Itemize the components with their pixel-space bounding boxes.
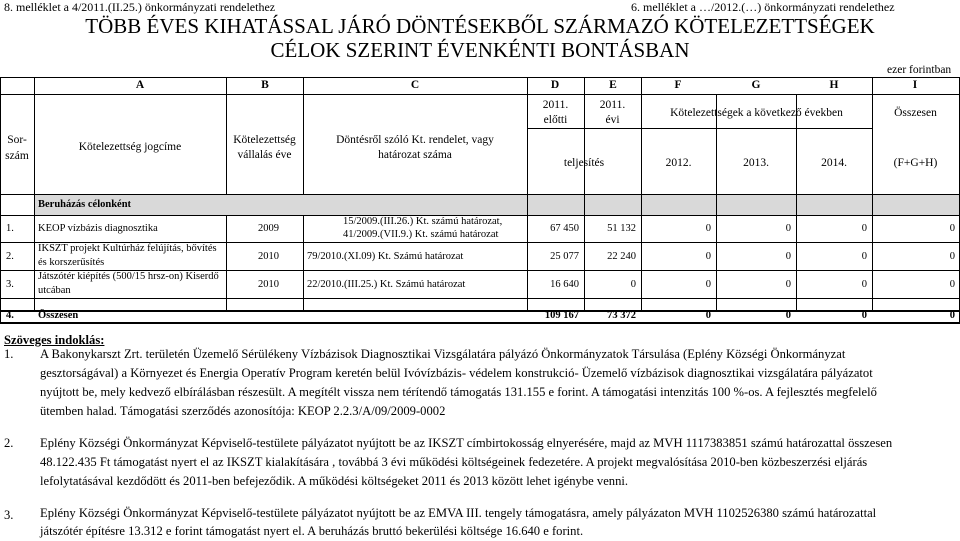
section-label: Beruházás célonként (38, 199, 132, 210)
total-g: 0 (785, 310, 791, 321)
col-letter-d: D (550, 79, 560, 91)
note-line: nyújtott be, mely kedvező elbírálásban részesült. A megítélt vissza nem térítendő támogatás 131.155 e forint. A támogatási intenzitás 100 %-os. A fejlesztés megfelelő (40, 385, 877, 399)
header-vallalas-line2: vállalás éve (237, 149, 292, 161)
unit-label: ezer forintban (887, 64, 952, 76)
cell-e: 22 240 (607, 251, 636, 262)
cell-g: 0 (785, 251, 791, 262)
total-h: 0 (861, 310, 867, 321)
row-name: KEOP vízbázis diagnosztika (38, 223, 158, 234)
total-f: 0 (705, 310, 711, 321)
letters-row-border (0, 94, 960, 95)
cell-g: 0 (785, 279, 791, 290)
note-line: gesztorságával) a Környezet és Energia Operatív Program keretén belül Ivóvízbázis- védelem konstrukció- Üzemelő vízbázisok diagnosztikai vizsgálatára pályázatot (40, 366, 873, 380)
col-letter-c: C (410, 79, 420, 91)
row-decision: 41/2009.(VII.9.) Kt. számú határozat (343, 229, 499, 240)
col-border (34, 77, 35, 310)
col-letter-f: F (674, 79, 682, 91)
col-border (226, 215, 227, 310)
row3-border (0, 298, 960, 299)
col-letter-e: E (609, 79, 617, 91)
header-sorszam-line2: szám (5, 150, 29, 162)
cell-f: 0 (705, 251, 711, 262)
col-letter-a: A (135, 79, 145, 91)
cell-g: 0 (785, 223, 791, 234)
note-number: 1. (4, 347, 14, 361)
cell-d: 67 450 (550, 223, 579, 234)
header-year-2012: 2012. (665, 157, 692, 169)
header-year-2013: 2013. (743, 157, 769, 169)
years-sub-border (527, 128, 872, 129)
note-line: ütemben halad. Támogatási szerződés azonosítója: KEOP 2.2.3/A/09/2009-0002 (40, 404, 446, 418)
row-year: 2010 (258, 251, 279, 262)
section-band (34, 195, 959, 215)
total-i: 0 (949, 310, 955, 321)
row-number: 3. (6, 279, 14, 290)
cell-f: 0 (705, 279, 711, 290)
cell-h: 0 (861, 223, 867, 234)
row-decision: 22/2010.(III.25.) Kt. Számú határozat (307, 279, 466, 290)
col-letter-i: I (912, 79, 918, 91)
col-border (584, 77, 585, 310)
cell-d: 16 640 (550, 279, 579, 290)
cell-i: 0 (949, 251, 955, 262)
header-sorszam-line1: Sor- (7, 134, 27, 146)
header-2011-elotti-line2: előtti (543, 114, 568, 126)
cell-d: 25 077 (550, 251, 579, 262)
header-osszesen: Összesen (894, 107, 937, 119)
header-year-2014: 2014. (821, 157, 847, 169)
row-name: és korszerűsítés (38, 257, 105, 268)
page-subtitle: CÉLOK SZERINT ÉVENKÉNTI BONTÁSBAN (270, 38, 690, 62)
note-line: 48.122.435 Ft támogatást nyert el az IKSZT kialakítására , továbbá 3 évi működési költségeinek fedezetére. A projekt megvalósítása 2010-ben közbeszerzési eljárás (40, 455, 868, 469)
notes-heading: Szöveges indoklás: (4, 333, 105, 347)
cell-h: 0 (861, 251, 867, 262)
row-number: 2. (6, 251, 14, 262)
header-teljesites: teljesítés (563, 157, 605, 169)
header-jogcim: Kötelezettség jogcíme (78, 141, 182, 153)
cell-i: 0 (949, 279, 955, 290)
cell-h: 0 (861, 279, 867, 290)
header-osszesen-formula: (F+G+H) (893, 157, 938, 169)
total-e: 73 372 (607, 310, 636, 321)
note-line: lefolytatásával kezdődött és 2011-ben befejeződik. A működési költségeket 2011 és 2013 között lehet igénybe venni. (40, 474, 629, 488)
row-name: utcában (38, 285, 71, 296)
header-vallalas-line1: Kötelezettség (233, 134, 296, 146)
annex-reference-right: 6. melléklet a …/2012.(…) önkormányzati rendelethez (631, 0, 895, 14)
col-letter-b: B (261, 79, 269, 91)
table-bottom-border (0, 322, 960, 324)
col-border (527, 77, 528, 310)
header-dontes-line1: Döntésről szóló Kt. rendelet, vagy (336, 134, 494, 146)
cell-e: 0 (630, 279, 636, 290)
row-decision: 79/2010.(XI.09) Kt. Számú határozat (307, 251, 464, 262)
page-title: TÖBB ÉVES KIHATÁSSAL JÁRÓ DÖNTÉSEKBŐL SZÁRMAZÓ KÖTELEZETTSÉGEK (85, 14, 875, 38)
note-number: 2. (4, 436, 14, 450)
col-letter-h: H (829, 79, 839, 91)
cell-e: 51 132 (607, 223, 636, 234)
total-label: Összesen (38, 310, 79, 321)
cell-f: 0 (705, 223, 711, 234)
col-border (0, 77, 1, 322)
note-line: A Bakonykarszt Zrt. területén Üzemelő Sérülékeny Vízbázisok Diagnosztikai Vizsgálatára pályázó Önkormányzatok Társulása (Eplény Községi Önkormányzat (40, 347, 846, 361)
row-name: Játszótér kiépítés (500/15 hrsz-on) Kiserdő (38, 271, 219, 282)
header-dontes-line2: határozat száma (378, 149, 452, 161)
col-border (716, 94, 717, 310)
row-number: 1. (6, 223, 14, 234)
row-year: 2009 (258, 223, 279, 234)
row-year: 2010 (258, 279, 279, 290)
col-border (796, 94, 797, 310)
col-border (303, 215, 304, 310)
cell-i: 0 (949, 223, 955, 234)
total-d: 109 167 (544, 310, 579, 321)
header-2011-evi-line1: 2011. (599, 99, 626, 111)
row-decision: 15/2009.(III.26.) Kt. számú határozat, (343, 216, 503, 227)
annex-reference-left: 8. melléklet a 4/2011.(II.25.) önkormányzati rendelethez (4, 0, 276, 14)
table-top-border (0, 77, 960, 78)
col-letter-g: G (751, 79, 761, 91)
note-line: Eplény Községi Önkormányzat Képviselő-testülete pályázatot nyújtott be az EMVA III. tengely támogatásra, amely pályázaton MVH 1102526380 számú határozattal (40, 506, 877, 520)
total-number: 4. (6, 310, 14, 321)
note-line: Eplény Községi Önkormányzat Képviselő-testülete pályázatot nyújtott be az IKSZT címbirtokosság elnyerésére, majd az MVH 1117383851 számú határozattal összesen (40, 436, 893, 450)
row-name: IKSZT projekt Kultúrház felújítás, bővítés (38, 243, 217, 254)
header-kovetkezo-evek: Kötelezettségek a következő években (670, 107, 843, 119)
note-number: 3. (4, 508, 14, 522)
header-2011-evi-line2: évi (605, 114, 620, 126)
note-line: játszótér építésre 13.312 e forint támogatást nyert el. A beruházás bruttó bekerülési költsége 16.640 e forint. (40, 524, 584, 538)
header-bottom-border (0, 194, 960, 195)
header-2011-elotti-line1: 2011. (542, 99, 569, 111)
